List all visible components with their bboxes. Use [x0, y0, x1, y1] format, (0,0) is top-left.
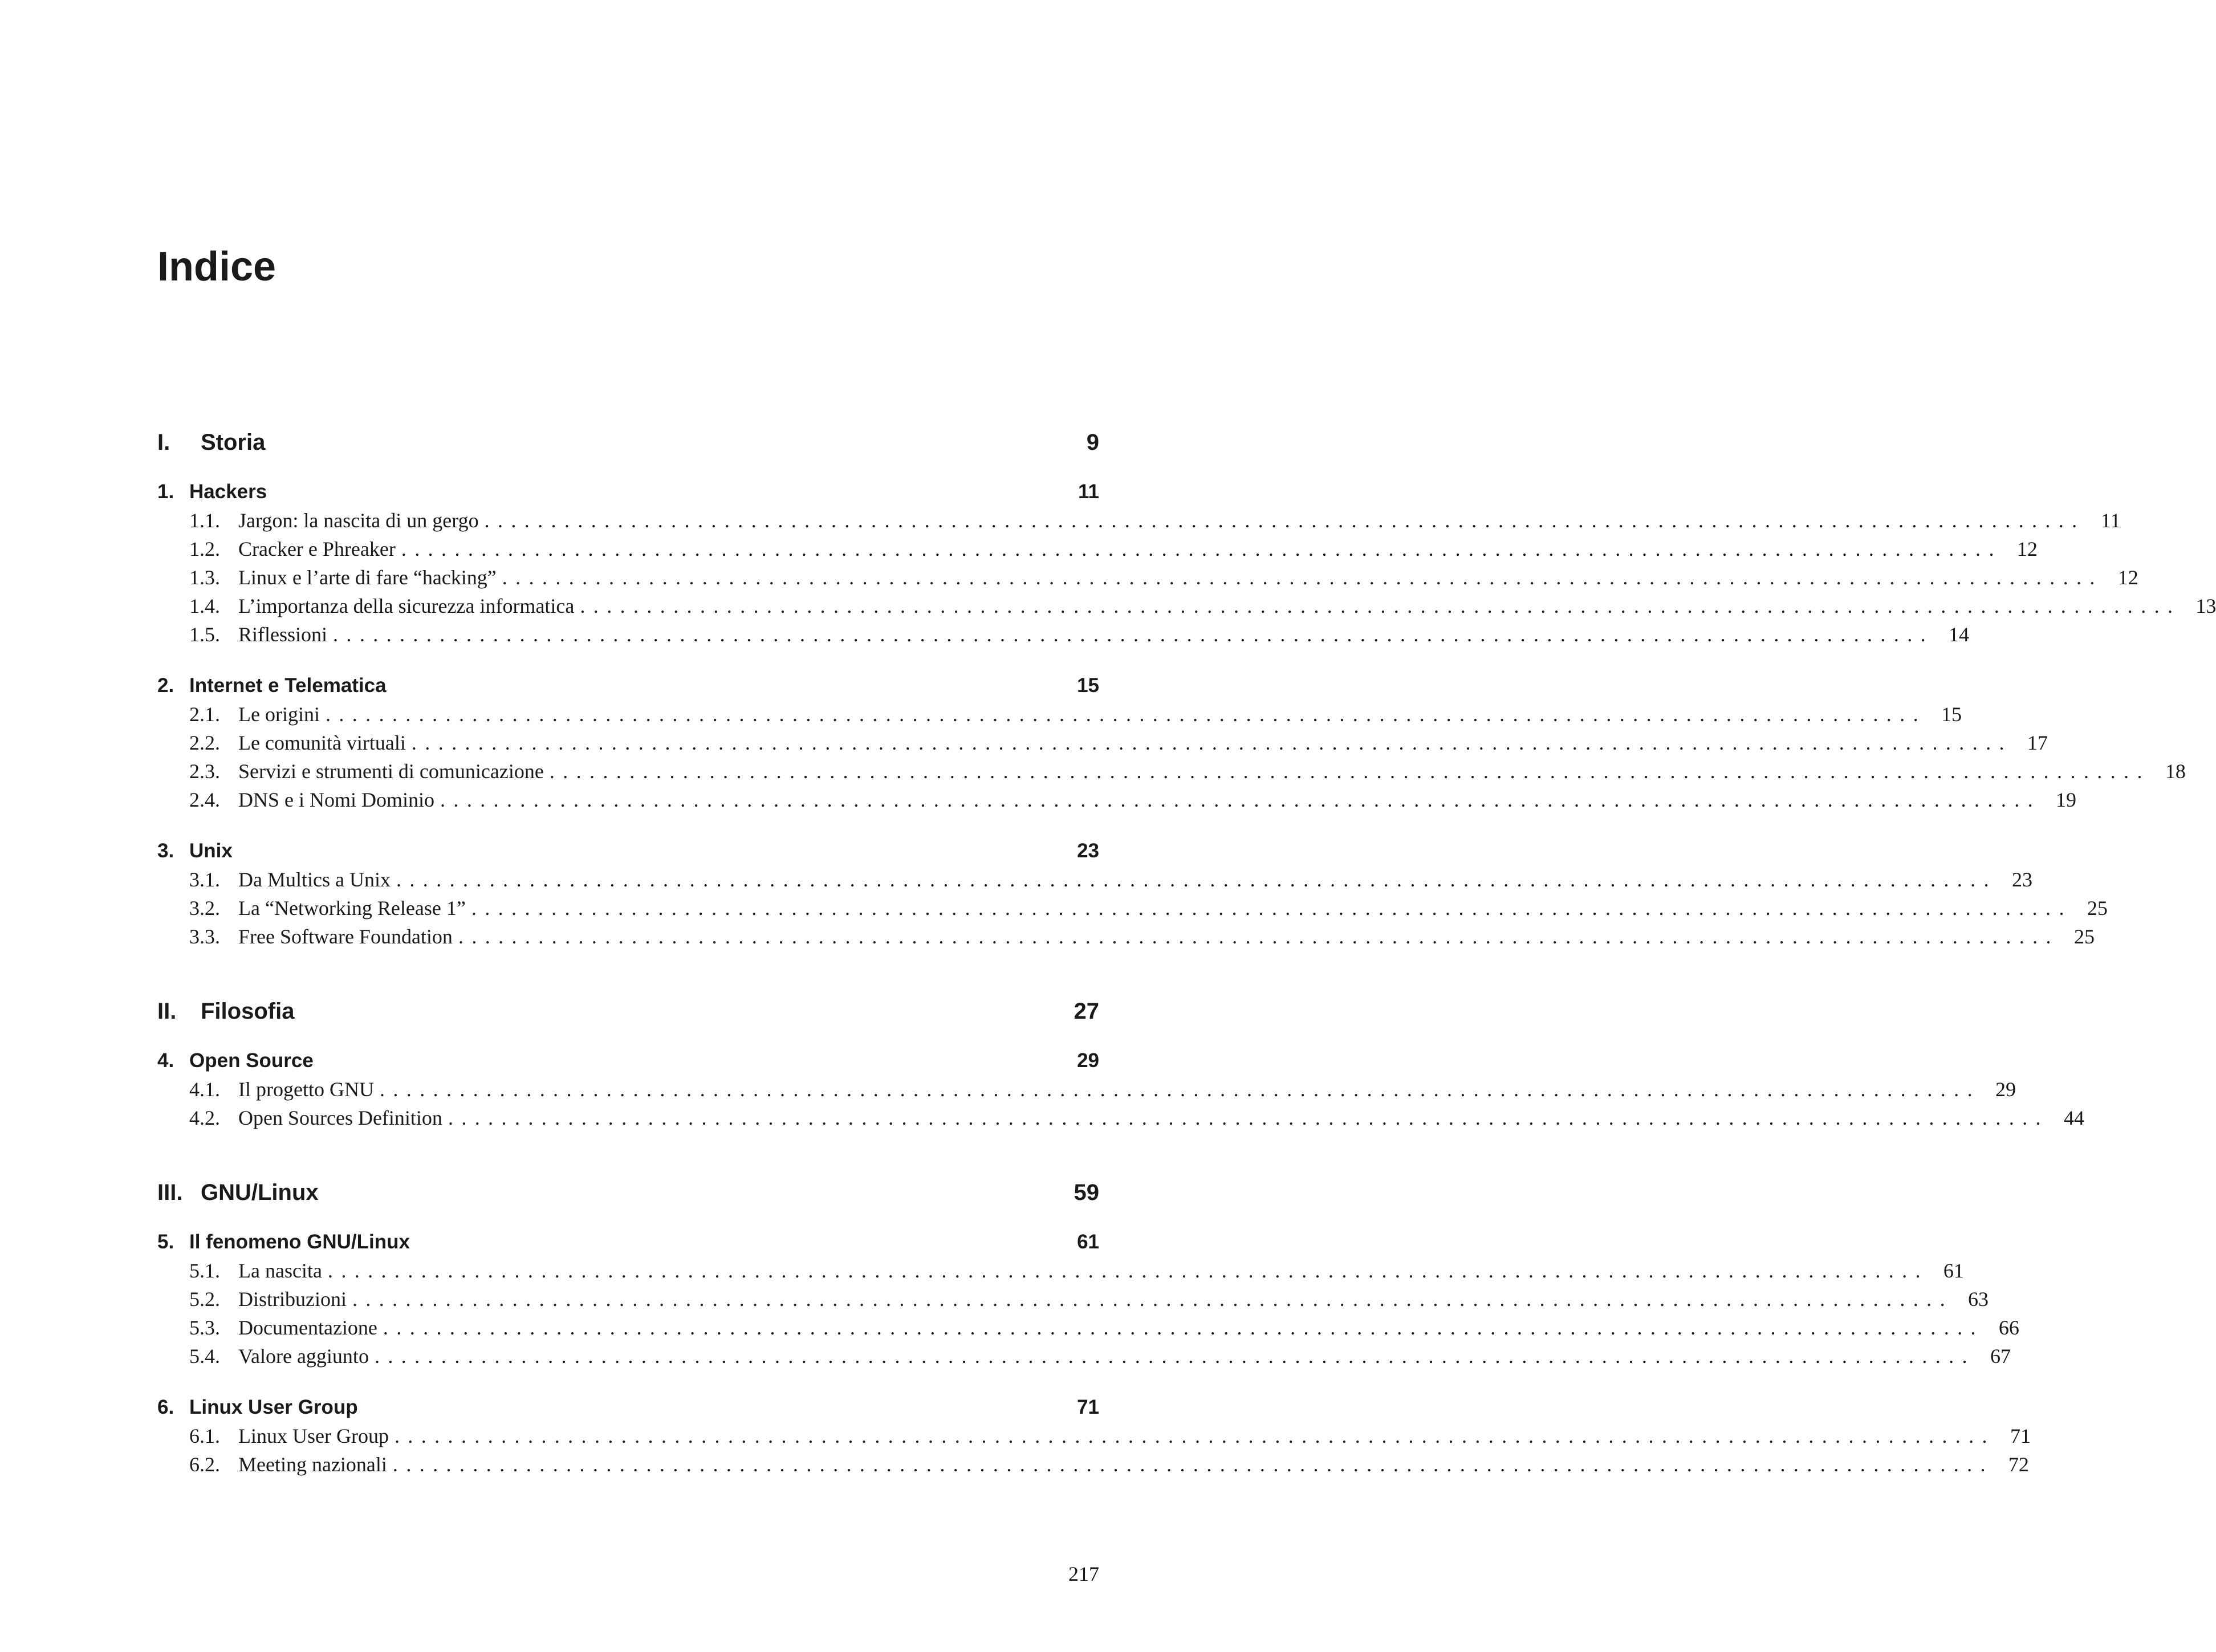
chapter-page-number: 71: [1077, 1396, 1099, 1418]
section-page-number: 12: [2117, 566, 2138, 589]
toc-chapter-entry[interactable]: [157, 478, 1099, 506]
dot-leader: ........................................................................................................................: [549, 760, 2150, 783]
section-number: 3.3.: [189, 925, 220, 948]
section-page-number: 23: [2011, 868, 2032, 891]
section-title: DNS e i Nomi Dominio: [238, 788, 435, 811]
toc-chapter-entry[interactable]: [157, 672, 1099, 700]
section-title: Cracker e Phreaker: [238, 538, 396, 560]
part-title: Filosofia: [201, 999, 295, 1024]
part-title: GNU/Linux: [201, 1180, 319, 1205]
chapter-title: Hackers: [189, 481, 267, 503]
chapter-heading: [157, 1393, 358, 1422]
chapter-title: Unix: [189, 840, 233, 862]
dot-leader: ........................................................................................................................: [396, 868, 1997, 891]
section-number: 5.2.: [189, 1288, 220, 1311]
toc-section-entry[interactable]: [157, 1450, 2029, 1479]
dot-leader: ........................................................................................................................: [383, 1316, 1984, 1339]
toc-section-entry[interactable]: [157, 535, 2038, 563]
chapter-number: 2.: [157, 674, 174, 697]
section-page-number: 66: [1998, 1316, 2019, 1339]
page-title: Indice: [157, 244, 277, 290]
section-title: Valore aggiunto: [238, 1345, 369, 1368]
section-number: 2.2.: [189, 731, 220, 754]
dot-leader: ........................................................................................................................: [401, 538, 2002, 560]
section-number: 1.5.: [189, 623, 220, 646]
chapter-title: Il fenomeno GNU/Linux: [189, 1231, 410, 1253]
spacer: [157, 1209, 1099, 1228]
section-title: Riflessioni: [238, 623, 328, 646]
chapter-number: 3.: [157, 840, 174, 862]
chapter-heading: [157, 1047, 314, 1075]
toc-section-entry[interactable]: [157, 1104, 2084, 1132]
section-number: 6.1.: [189, 1425, 220, 1447]
dot-leader: ........................................................................................................................: [374, 1345, 1975, 1368]
chapter-number: 4.: [157, 1049, 174, 1072]
section-number: 2.4.: [189, 788, 220, 811]
section-title: Jargon: la nascita di un gergo: [238, 509, 479, 532]
section-number: 1.1.: [189, 509, 220, 532]
toc-section-entry[interactable]: [157, 1313, 2019, 1342]
section-number: 6.2.: [189, 1453, 220, 1476]
toc-part-entry[interactable]: [157, 426, 1099, 458]
part-page-number: 9: [1086, 430, 1099, 455]
part-heading: [157, 426, 265, 458]
toc-chapter-entry[interactable]: [157, 1393, 1099, 1422]
spacer: [157, 1132, 1099, 1177]
toc-chapter-entry[interactable]: [157, 837, 1099, 865]
chapter-heading: [157, 1228, 410, 1256]
section-number: 2.3.: [189, 760, 220, 783]
dot-leader: ........................................................................................................................: [325, 703, 1926, 726]
table-of-contents: [157, 426, 2216, 1479]
section-number: 3.2.: [189, 897, 220, 919]
section-number: 3.1.: [189, 868, 220, 891]
section-title: Linux e l’arte di fare “hacking”: [238, 566, 497, 589]
toc-section-entry[interactable]: [157, 1342, 2011, 1370]
toc-section-entry[interactable]: [157, 1285, 1989, 1313]
chapter-number: 5.: [157, 1231, 174, 1253]
chapter-page-number: 61: [1077, 1231, 1099, 1253]
section-number: 5.1.: [189, 1259, 220, 1282]
section-number: 5.4.: [189, 1345, 220, 1368]
toc-section-entry[interactable]: [157, 922, 2095, 951]
section-page-number: 19: [2056, 788, 2077, 811]
chapter-heading: [157, 478, 267, 506]
section-title: Open Sources Definition: [238, 1106, 442, 1129]
chapter-number: 1.: [157, 481, 174, 503]
toc-section-entry[interactable]: [157, 1075, 2016, 1104]
part-page-number: 27: [1074, 999, 1099, 1024]
toc-chapter-entry[interactable]: [157, 1228, 1099, 1256]
chapter-page-number: 11: [1078, 481, 1099, 503]
chapter-heading: [157, 672, 387, 700]
spacer: [157, 951, 1099, 995]
dot-leader: ........................................................................................................................: [333, 623, 1934, 646]
toc-section-entry[interactable]: [157, 729, 2048, 757]
section-title: L’importanza della sicurezza informatica: [238, 595, 575, 617]
toc-section-entry[interactable]: [157, 563, 2138, 592]
section-number: 4.1.: [189, 1078, 220, 1101]
section-number: 1.4.: [189, 595, 220, 617]
section-title: La “Networking Release 1”: [238, 897, 466, 919]
section-page-number: 25: [2087, 897, 2108, 919]
section-page-number: 67: [1990, 1345, 2011, 1368]
dot-leader: ........................................................................................................................: [394, 1425, 1995, 1447]
toc-section-entry[interactable]: [157, 786, 2077, 814]
section-title: Servizi e strumenti di comunicazione: [238, 760, 544, 783]
part-heading: [157, 995, 294, 1027]
section-page-number: 11: [2100, 509, 2121, 532]
toc-section-entry[interactable]: [157, 592, 2216, 620]
dot-leader: ........................................................................................................................: [327, 1259, 1929, 1282]
section-title: Free Software Foundation: [238, 925, 453, 948]
section-title: Distribuzioni: [238, 1288, 347, 1311]
chapter-page-number: 15: [1077, 674, 1099, 697]
toc-section-entry[interactable]: [157, 1256, 1964, 1285]
dot-leader: ........................................................................................................................: [502, 566, 2103, 589]
toc-chapter-entry[interactable]: [157, 1047, 1099, 1075]
chapter-title: Linux User Group: [189, 1396, 358, 1418]
part-page-number: 59: [1074, 1180, 1099, 1205]
section-page-number: 71: [2010, 1425, 2031, 1447]
part-number: I.: [157, 430, 170, 455]
toc-section-entry[interactable]: [157, 620, 1970, 649]
section-page-number: 29: [1995, 1078, 2016, 1101]
section-page-number: 61: [1943, 1259, 1964, 1282]
toc-part-entry[interactable]: [157, 995, 1099, 1027]
chapter-number: 6.: [157, 1396, 174, 1418]
section-page-number: 17: [2027, 731, 2048, 754]
part-title: Storia: [201, 430, 266, 455]
dot-leader: ........................................................................................................................: [352, 1288, 1953, 1311]
section-title: Documentazione: [238, 1316, 377, 1339]
section-page-number: 12: [2016, 538, 2038, 560]
section-number: 5.3.: [189, 1316, 220, 1339]
section-title: La nascita: [238, 1259, 322, 1282]
toc-section-entry[interactable]: [157, 700, 1962, 729]
chapter-page-number: 23: [1077, 840, 1099, 862]
spacer: [157, 1370, 1099, 1393]
spacer: [157, 649, 1099, 672]
section-title: Linux User Group: [238, 1425, 389, 1447]
section-number: 4.2.: [189, 1106, 220, 1129]
section-page-number: 13: [2195, 595, 2216, 617]
toc-section-entry[interactable]: [157, 1422, 2031, 1450]
section-title: Il progetto GNU: [238, 1078, 374, 1101]
dot-leader: ........................................................................................................................: [448, 1106, 2049, 1129]
section-title: Le origini: [238, 703, 320, 726]
dot-leader: ........................................................................................................................: [392, 1453, 1994, 1476]
spacer: [157, 1027, 1099, 1047]
dot-leader: ........................................................................................................................: [458, 925, 2059, 948]
chapter-page-number: 29: [1077, 1049, 1099, 1072]
chapter-title: Open Source: [189, 1049, 314, 1072]
part-number: II.: [157, 999, 177, 1024]
section-title: Le comunità virtuali: [238, 731, 406, 754]
dot-leader: ........................................................................................................................: [440, 788, 2042, 811]
section-title: Da Multics a Unix: [238, 868, 391, 891]
section-page-number: 14: [1949, 623, 1970, 646]
page-number: 217: [1068, 1563, 1099, 1585]
section-page-number: 18: [2165, 760, 2186, 783]
part-number: III.: [157, 1180, 183, 1205]
section-number: 1.2.: [189, 538, 220, 560]
dot-leader: ........................................................................................................................: [411, 731, 2012, 754]
section-number: 1.3.: [189, 566, 220, 589]
section-page-number: 25: [2073, 925, 2095, 948]
spacer: [157, 814, 1099, 837]
dot-leader: ........................................................................................................................: [484, 509, 2085, 532]
section-number: 2.1.: [189, 703, 220, 726]
section-page-number: 72: [2008, 1453, 2029, 1476]
toc-section-entry[interactable]: [157, 894, 2108, 922]
chapter-heading: [157, 837, 233, 865]
section-page-number: 63: [1967, 1288, 1989, 1311]
dot-leader: ........................................................................................................................: [471, 897, 2072, 919]
chapter-title: Internet e Telematica: [189, 674, 387, 697]
toc-section-entry[interactable]: [157, 865, 2032, 894]
part-heading: [157, 1177, 319, 1209]
dot-leader: ........................................................................................................................: [379, 1078, 1981, 1101]
toc-part-entry[interactable]: [157, 1177, 1099, 1209]
toc-section-entry[interactable]: [157, 757, 2186, 786]
section-page-number: 15: [1941, 703, 1962, 726]
toc-section-entry[interactable]: [157, 506, 2121, 535]
section-title: Meeting nazionali: [238, 1453, 387, 1476]
section-page-number: 44: [2063, 1106, 2084, 1129]
dot-leader: ........................................................................................................................: [580, 595, 2181, 617]
spacer: [157, 458, 1099, 478]
